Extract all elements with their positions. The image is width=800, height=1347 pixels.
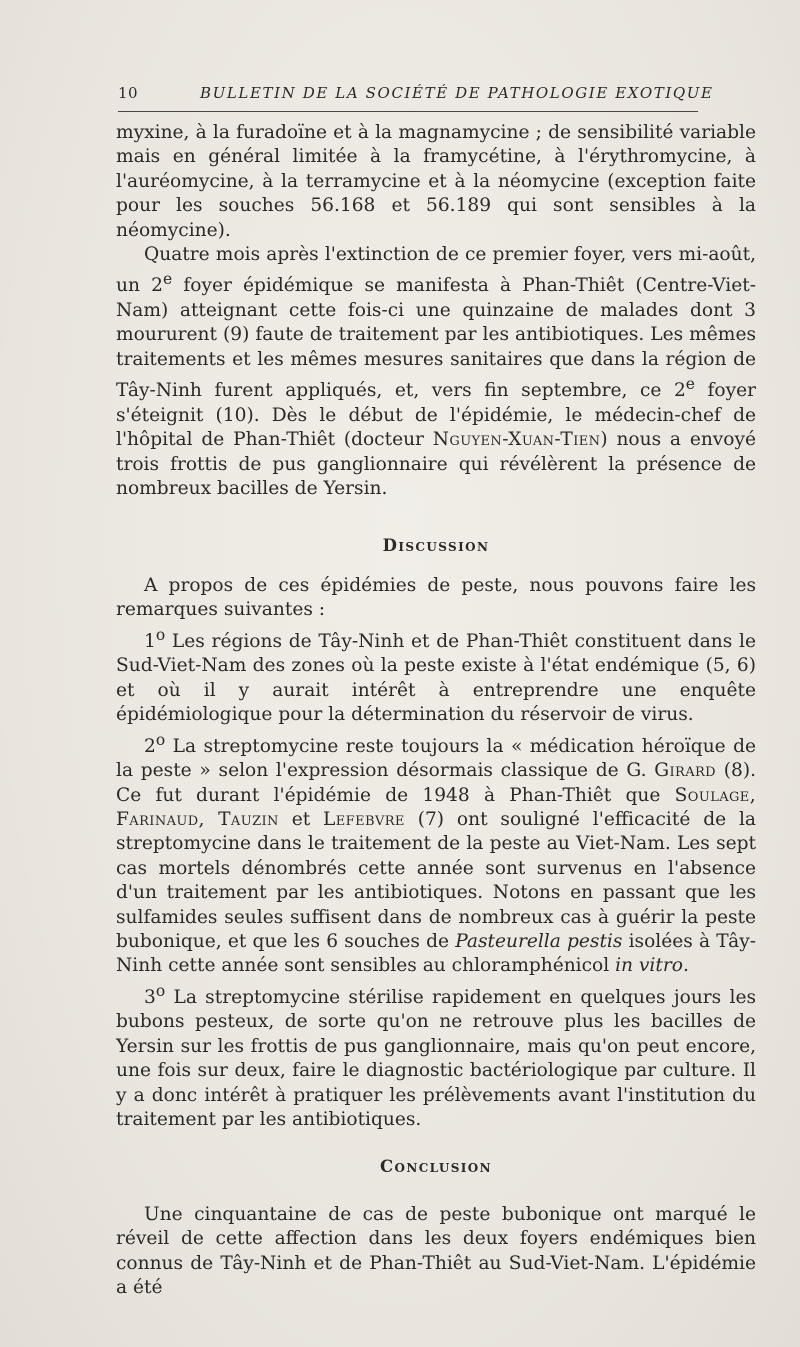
discussion-item-2: 2$^o$ La streptomycine reste toujours la « médication héroïque de la peste » selon l'expression désormais classique de G. Girard (8). Ce fut durant l'épidémie de 1948 à Phan-Thiêt que Soulage, Farinaud, Tauzin et Lefebvre (7) ont souligné l'efficacité de la streptomycine dans le traitement de la peste au Viet-Nam. Les sept cas mortels dénombrés cette année sont survenus en l'absence d'un traitement par les antibiotiques. Notons en passant que les sulfamides seules suffisent dans de nombreux cas à guérir la peste bubonique, et que les 6 souches de Pasteurella pestis isolées à Tây-Ninh cette année sont sensibles au chloramphénicol in vitro. <box>116 730 756 977</box>
author-name: Nguyen-Xuan-Tien <box>432 429 601 451</box>
conclusion-paragraph: Une cinquantaine de cas de peste bubonique ont marqué le réveil de cette affection dans les deux foyers endémiques bien connus de Tây-Ninh et de Phan-Thiêt au Sud-Viet-Nam. L'épidémie a été <box>116 1203 756 1298</box>
latin-term: in vitro <box>615 955 683 977</box>
page-header <box>118 80 714 108</box>
discussion-item-1: 1$^o$ Les régions de Tây-Ninh et de Phan-Thiêt constituent dans le Sud-Viet-Nam des zones où la peste existe à l'état endémique (5, 6) et où il y aurait intérêt à entreprendre une enquête épidémiologique pour la détermination du réservoir de virus. <box>116 625 756 726</box>
header-rule <box>118 111 698 112</box>
heading-discussion: Discussion <box>382 536 490 556</box>
author-name: Girard <box>654 760 716 782</box>
discussion-intro: A propos de ces épidémies de peste, nous pouvons faire les remarques suivantes : <box>116 574 756 621</box>
article-body <box>116 121 756 1300</box>
species-name: Pasteurella pestis <box>455 930 623 952</box>
paragraph-second-outbreak: Quatre mois après l'extinction de ce premier foyer, vers mi-août, un 2e foyer épidémique se manifesta à Phan-Thiêt (Centre-Viet-Nam) atteignant cette fois-ci une quinzaine de malades dont 3 moururent (9) faute de traitement par les antibiotiques. Les mêmes traitements et les mêmes mesures sanitaires que dans la région de Tây-Ninh furent appliqués, et, vers fin septembre, ce 2e foyer s'éteignit (10). Dès le début de l'épidémie, le médecin-chef de l'hôpital de Phan-Thiêt (docteur Nguyen-Xuan-Tien) nous a envoyé trois frottis de pus ganglionnaire qui révélèrent la présence de nombreux bacilles de Yersin. <box>116 244 757 500</box>
heading-conclusion: Conclusion <box>379 1157 493 1177</box>
author-name: Lefebvre <box>323 808 405 830</box>
running-head: BULLETIN DE LA SOCIÉTÉ DE PATHOLOGIE EXOTIQUE <box>200 84 714 102</box>
paragraph-continuation: myxine, à la furadoïne et à la magnamycine ; de sensibilité variable mais en général limitée à la framycétine, à l'érythromycine, à l'auréomycine, à la terramycine et à la néomycine (exception faite pour les souches 56.168 et 56.189 qui sont sensibles à la néomycine). <box>116 122 756 241</box>
discussion-item-3: 3$^o$ La streptomycine stérilise rapidement en quelques jours les bubons pesteux, de sorte qu'on ne retrouve plus les bacilles de Yersin sur les frottis de pus ganglionnaire, mais qu'on peut encore, une fois sur deux, faire le diagnostic bactériologique par culture. Il y a donc intérêt à pratiquer les prélèvements avant l'institution du traitement par les antibiotiques. <box>116 981 756 1130</box>
page-number: 10 <box>118 84 139 102</box>
author-names: Soulage, Farinaud, Tauzin <box>116 784 756 830</box>
